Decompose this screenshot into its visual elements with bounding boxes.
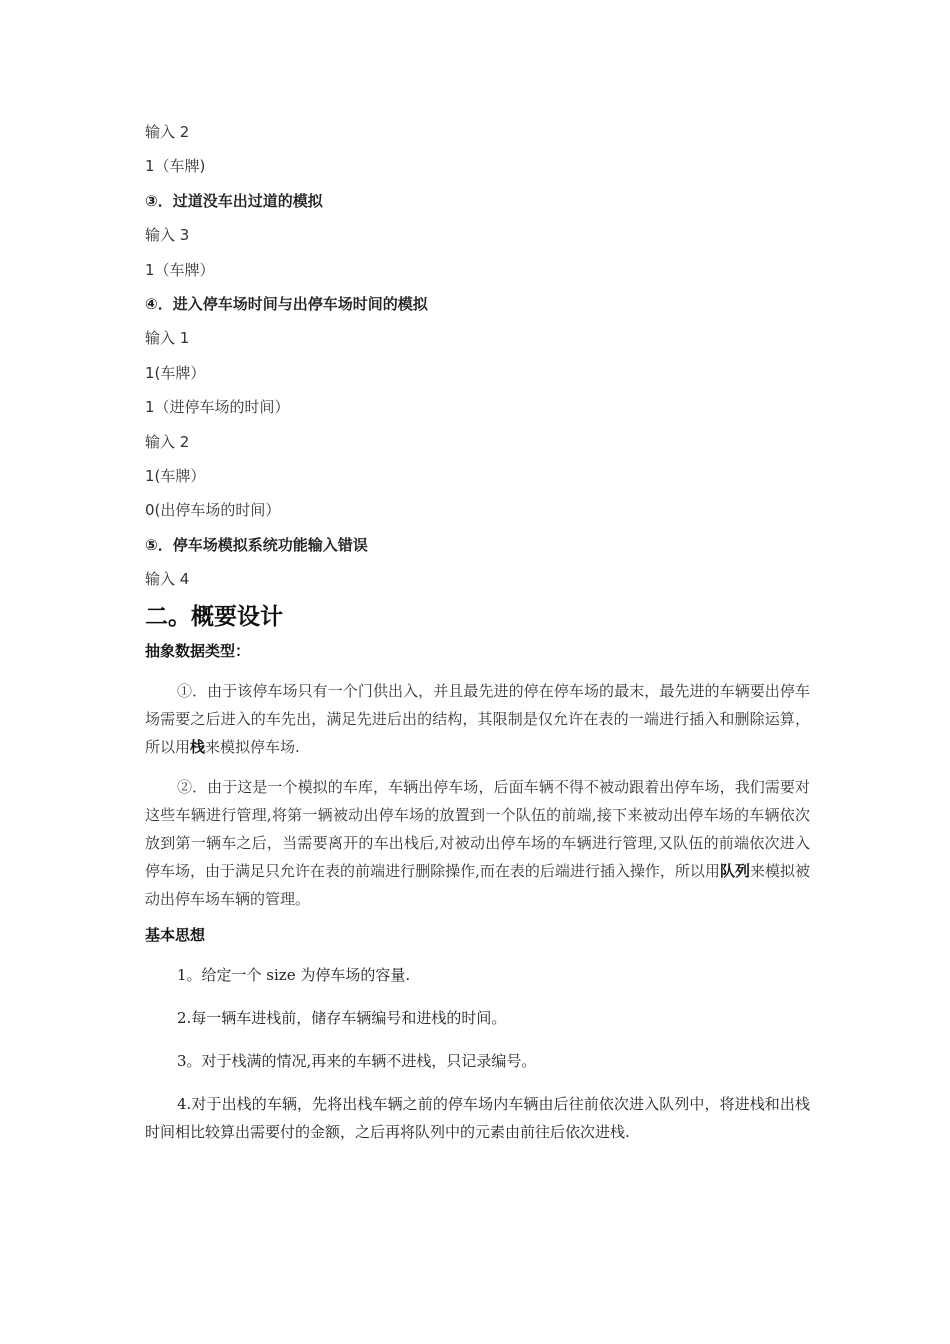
text-line: 输入 2 <box>145 432 190 451</box>
section-title: 二。概要设计 <box>145 604 283 631</box>
text-line: 输入 4 <box>145 570 190 589</box>
document-page <box>145 122 810 1146</box>
adt-heading: 抽象数据类型： <box>145 642 251 661</box>
text-line: 1（车牌) <box>145 157 206 176</box>
para-text: 来模拟被动出停车场车辆的管理。 <box>145 862 810 909</box>
text-line-heading: ④．进入停车场时间与出停车场时间的模拟 <box>145 294 428 313</box>
list-item: 2.每一辆车进栈前，储存车辆编号和进栈的时间。 <box>177 1009 507 1028</box>
adt-paragraph-queue <box>145 773 810 913</box>
para-keyword: 栈 <box>190 738 206 757</box>
text-line: 输入 3 <box>145 226 190 245</box>
text-line: 输入 1 <box>145 329 190 348</box>
text-line: 0(出停车场的时间） <box>145 501 281 520</box>
list-item: 3。对于栈满的情况,再来的车辆不进栈，只记录编号。 <box>177 1052 537 1071</box>
para-text: ①．由于该停车场只有一个门供出入，并且最先进的停在停车场的最末，最先进的车辆要出停车场需要之后进入的车先出，满足先进后出的结构，其限制是仅允许在表的一端进行插入和删除运算，所以用 <box>145 682 810 757</box>
text-line: 1(车牌） <box>145 466 206 485</box>
text-line: 1(车牌） <box>145 363 206 382</box>
list-item: 4.对于出栈的车辆，先将出栈车辆之前的停车场内车辆由后往前依次进入队列中，将进栈和出栈时间相比较算出需要付的金额，之后再将队列中的元素由前往后依次进栈. <box>145 1095 810 1142</box>
list-item: 1。给定一个 size 为停车场的容量. <box>177 966 411 985</box>
adt-paragraph-stack <box>145 677 810 761</box>
input-example-lines <box>145 122 810 589</box>
text-line: 1（进停车场的时间） <box>145 398 290 417</box>
para-keyword: 队列 <box>719 862 750 881</box>
text-line-heading: ③．过道没车出过道的模拟 <box>145 191 323 210</box>
text-line-heading: ⑤．停车场模拟系统功能输入错误 <box>145 535 368 554</box>
text-line: 1（车牌） <box>145 260 215 279</box>
para-text: 来模拟停车场. <box>205 738 300 757</box>
text-line: 输入 2 <box>145 123 190 141</box>
para-text: ②．由于这是一个模拟的车库，车辆出停车场，后面车辆不得不被动跟着出停车场，我们需要对这些车辆进行管理,将第一辆被动出停车场的放置到一个队伍的前端,接下来被动出停车场的车辆依次放到第一辆车之后，当需要离开的车出栈后,对被动出停车场的车辆进行管理,又队伍的前端依次进入停车场，由于满足只允许在表的前端进行删除操作,而在表的后端进行插入操作，所以用 <box>145 778 810 881</box>
basic-idea-heading: 基本思想 <box>145 926 206 945</box>
